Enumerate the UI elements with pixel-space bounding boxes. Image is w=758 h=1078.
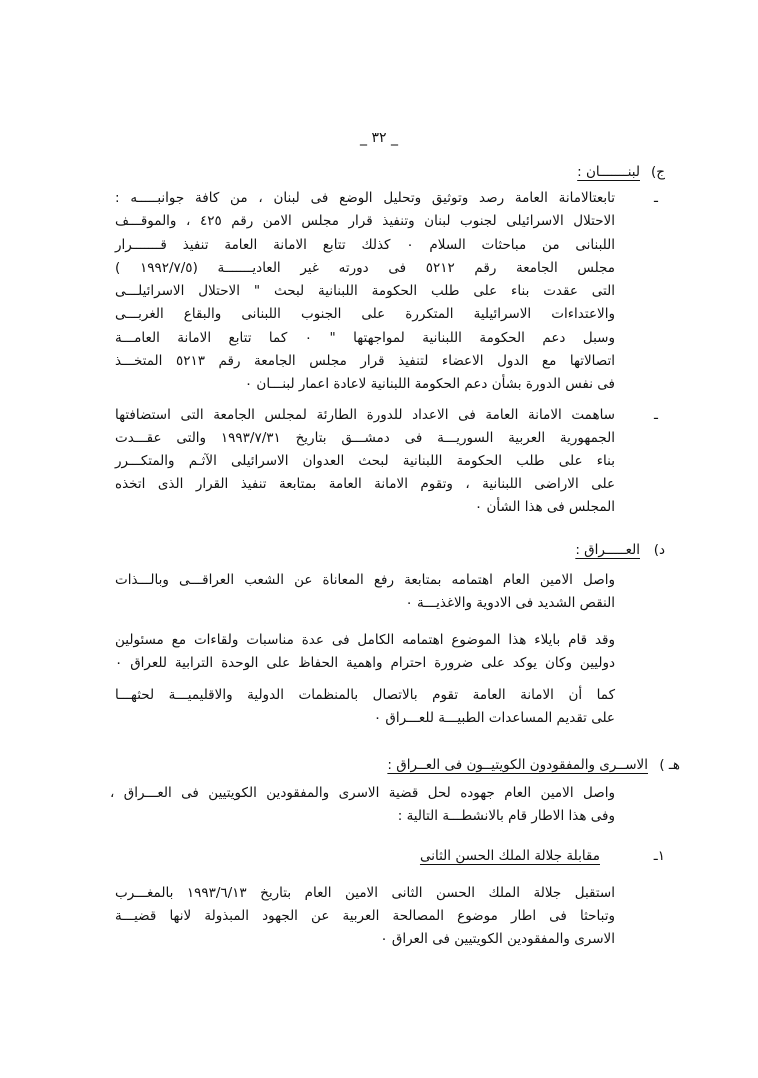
paragraph-line: على تقديم المساعدات الطبيـــة للعـــراق ٠: [373, 710, 615, 726]
paragraph-line: الجمهورية العربية السوريـــة فى دمشـــق بتاريخ ١٩٩٣/٧/٣١ والتى عقـــدت: [115, 430, 615, 446]
bullet-dash: ـ: [654, 190, 658, 206]
page-number: _ ٣٢ _: [360, 130, 398, 146]
paragraph-line: التى عقدت بناء على طلب الحكومة اللبنانية لبحث " الاحتلال الاسرائيلـــى: [115, 283, 615, 299]
paragraph-line: وفى هذا الاطار قام بالانشطـــة التالية :: [397, 808, 615, 824]
section-title: لبنـــــــان :: [577, 164, 640, 180]
paragraph-line: واصل الامين العام جهوده لحل قضية الاسرى والمفقودين الكويتيين فى العـــراق ،: [110, 785, 615, 801]
paragraph-line: وقد قام بايلاء هذا الموضوع اهتمامه الكامل فى عدة مناسبات ولقاءات مع مسئولين: [115, 632, 615, 648]
section-marker: د): [653, 542, 665, 558]
paragraph-line: اللبنانى من مباحثات السلام ٠ كذلك تتابع الامانة العامة تنفيذ قـــــــرار: [115, 237, 615, 253]
paragraph-line: على الاراضى اللبنانية ، وتقوم الامانة العامة بمتابعة تنفيذ القرار الذى اتخذه: [115, 476, 615, 492]
paragraph-line: اتصالاتها مع الدول الاعضاء لتنفيذ قرار مجلس الجامعة رقم ٥٢١٣ المتخـــذ: [115, 353, 615, 369]
item-title: مقابلة جلالة الملك الحسن الثانى: [419, 848, 600, 864]
paragraph-line: كما أن الامانة العامة تقوم بالاتصال بالمنظمات الدولية والاقليميـــة لحثهـــا: [115, 687, 615, 703]
paragraph-line: الاحتلال الاسرائيلى لجنوب لبنان وتنفيذ قرار مجلس الامن رقم ٤٢٥ ، والموقـــف: [115, 213, 615, 229]
section-title: العـــــراق :: [575, 542, 640, 558]
section-marker: ج): [651, 164, 665, 180]
paragraph-line: استقبل جلالة الملك الحسن الثانى الامين العام بتاريخ ١٩٩٣/٦/١٣ بالمغـــرب: [115, 885, 615, 901]
paragraph-line: ساهمت الامانة العامة فى الاعداد للدورة الطارئة لمجلس الجامعة التى استضافتها: [115, 407, 615, 423]
section-marker: هـ ): [659, 757, 680, 773]
paragraph-line: دوليين وكان يوكد على ضرورة احترام واهمية الحفاظ على الوحدة الترابية للعراق ٠: [115, 655, 615, 671]
paragraph-line: وسبل دعم الحكومة اللبنانية لمواجهتها " ٠ كما تتابع الامانة العامـــة: [115, 330, 616, 346]
paragraph-line: تابعتالامانة العامة رصد وتوثيق وتحليل الوضع فى لبنان ، من كافة جوانبـــــه :: [115, 190, 615, 206]
paragraph-line: واصل الامين العام اهتمامه بمتابعة رفع المعاناة عن الشعب العراقـــى وبالـــذات: [115, 572, 615, 588]
item-marker: ١ـ: [653, 848, 665, 864]
paragraph-line: فى نفس الدورة بشأن دعم الحكومة اللبنانية لاعادة اعمار لبنـــان ٠: [244, 376, 615, 392]
paragraph-line: مجلس الجامعة رقم ٥٢١٢ فى دورته غير العاديـــــــة (١٩٩٢/٧/٥ ): [115, 260, 615, 276]
paragraph-line: المجلس فى هذا الشأن ٠: [474, 499, 615, 515]
paragraph-line: والاعتداءات الاسرائيلية المتكررة على الجنوب اللبنانى والبقاع الغربـــى: [115, 306, 615, 322]
section-title: الاســرى والمفقودون الكويتيــون فى العــراق :: [387, 757, 648, 773]
paragraph-line: بناء على طلب الحكومة اللبنانية لبحث العدوان الاسرائيلى الآثـم والمتكـــرر: [115, 453, 615, 469]
bullet-dash: ـ: [654, 407, 658, 423]
paragraph-line: النقص الشديد فى الادوية والاغذيـــة ٠: [405, 595, 615, 611]
paragraph-line: الاسرى والمفقودين الكويتيين فى العراق ٠: [380, 931, 615, 947]
paragraph-line: وتباحثا فى اطار موضوع المصالحة العربية عن الجهود المبذولة لانها قضيـــة: [115, 908, 615, 924]
